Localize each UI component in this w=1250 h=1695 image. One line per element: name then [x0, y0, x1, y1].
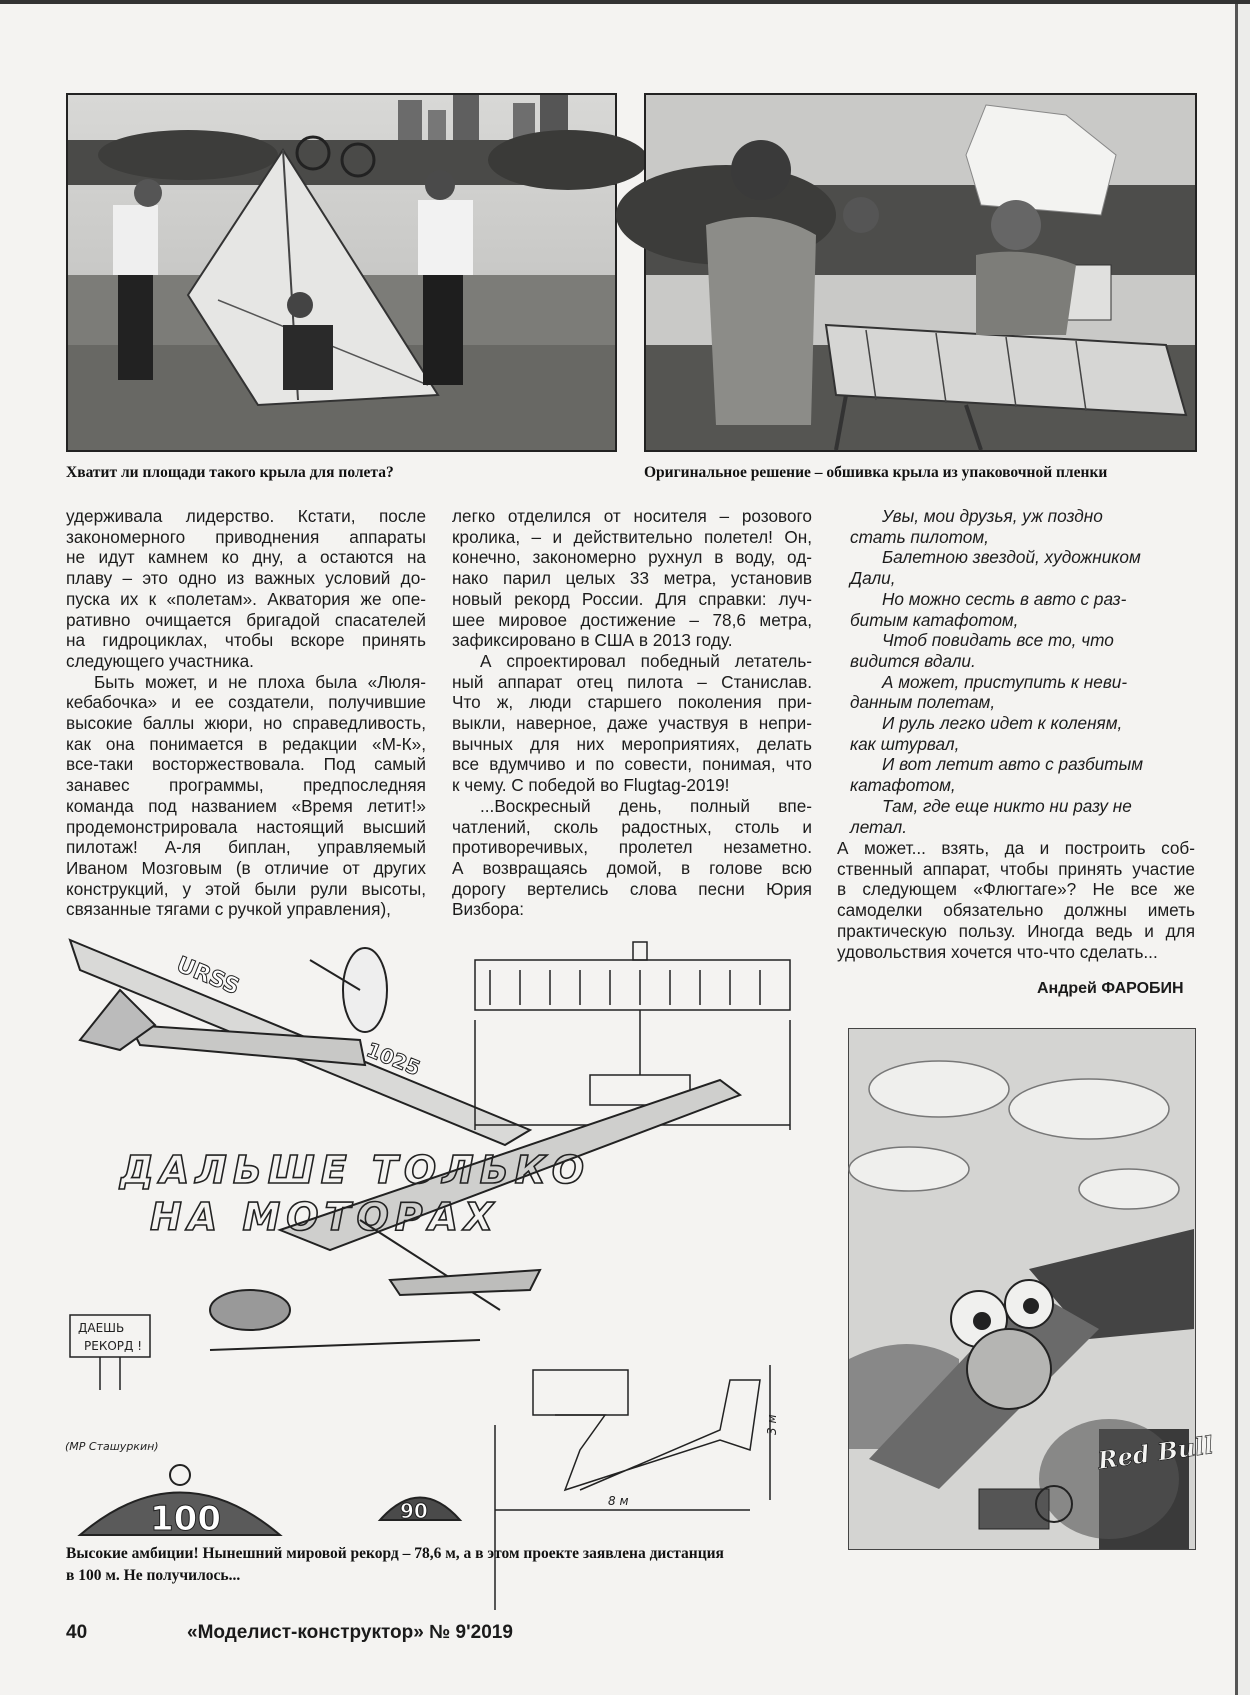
photo-wing-film [644, 93, 1197, 452]
poem-line: летал. [850, 816, 908, 837]
col2-line: все вдумчиво и по совести, понимая, что [452, 754, 812, 775]
col2-line: к чему. С победой во Flugtag-2019! [452, 775, 730, 796]
photo-wing-assembly [66, 93, 617, 452]
poem-line: Балетною звездой, художником [882, 547, 1141, 568]
col1-line: как она понимается в редакции «М-К», [66, 733, 426, 754]
page-number: 40 [66, 1622, 88, 1643]
col2-line: противоречивых, пролетел незаметно. [452, 837, 812, 858]
sketch-title-line1: ДАЛЬШЕ ТОЛЬКО [120, 1148, 591, 1192]
col2-line: шее мировое достижение – 78,6 метра, [452, 609, 812, 630]
col2-line: конечно, закономерно рухнул в воду, од- [452, 547, 812, 568]
col2-line: ный аппарат отец пилота – Станислав. [452, 671, 812, 692]
col1-line: продемонстрировала настоящий высший [66, 816, 426, 837]
magazine-issue: «Моделист-конструктор» № 9'2019 [187, 1622, 513, 1643]
col1-line: ративно очищается бригадой спасателей [66, 609, 426, 630]
poem-line: как штурвал, [850, 733, 960, 754]
col3_tail-line: удовольствия хочется что-что сделать... [837, 941, 1158, 962]
cartoon-illustration [848, 1028, 1216, 1550]
col1-line: конструкций, у этой были рули высоты, [66, 878, 426, 899]
poem-line: видится вдали. [850, 650, 976, 671]
col1-line: пуска их к «полетам». Акватория же опе- [66, 588, 426, 609]
photo1-caption: Хватит ли площади такого крыла для полета? [66, 464, 394, 481]
col3_tail-line: практическую пользу. Иногда ведь и для [837, 920, 1195, 941]
col2-line: А возвращаясь домой, в голове всю [452, 857, 812, 878]
buoy-100: 100 [150, 1499, 221, 1539]
poem-line: катафотом, [850, 775, 956, 796]
col3_tail-line: ственный аппарат, чтобы принять участие [837, 858, 1195, 879]
col2-line: чатлений, сколь радостных, столь и [452, 816, 812, 837]
col1-line: следующего участника. [66, 650, 254, 671]
text-column-3 [837, 838, 1195, 962]
poem-line: И вот летит авто с разбитым [882, 754, 1144, 775]
col2-line: выкли, наверное, даже участвуя в непри- [452, 713, 812, 734]
col2-line: дорогу вертелись слова песни Юрия [452, 878, 812, 899]
col1-line: кебабочка» и ее создатели, получившие [66, 692, 426, 713]
artist-signature: (МР Сташуркин) [65, 1440, 159, 1453]
col1-line: Быть может, и не плоха была «Люля- [94, 671, 426, 692]
sign-line2: РЕКОРД ! [84, 1339, 143, 1353]
col1-line: все-таки восторжествовала. Под самый [66, 754, 426, 775]
poem-line: А может, приступить к неви- [882, 671, 1128, 692]
plane-registration: URSS [172, 952, 243, 1001]
col2-line: новый рекорд России. Для справки: луч- [452, 588, 812, 609]
plane-number: 1025 [363, 1037, 424, 1081]
col1-line: команда под названием «Время летит!» [66, 795, 426, 816]
poem-line: Там, где еще никто ни разу не [882, 795, 1132, 816]
photo2-caption: Оригинальное решение – обшивка крыла из упаковочной пленки [644, 464, 1108, 481]
author-name: Андрей ФАРОБИН [1037, 980, 1184, 997]
col1-line: Иваном Мозговым (в отличие от других [66, 857, 426, 878]
text-column-1 [66, 506, 426, 920]
col2-line: Визбора: [452, 899, 525, 920]
drawing-caption-line1: Высокие амбиции! Нынешний мировой рекорд – 78,6 м, а в этом проекте заявлена дистанция [66, 1545, 724, 1562]
col1-line: плаву – это одно из важных условий до- [66, 568, 426, 589]
col1-line: на гидроциклах, чтобы вскоре принять [66, 630, 426, 651]
poem-line: Но можно сесть в авто с раз- [882, 588, 1127, 609]
dim-length: 8 м [608, 1494, 629, 1508]
poem-line: Чтоб повидать все то, что [882, 630, 1114, 651]
col2-line: легко отделился от носителя – розового [452, 506, 812, 526]
col2-line: нако парил целых 33 метра, установив [452, 568, 812, 589]
col2-line: кролика, – и действительно полетел! Он, [452, 526, 812, 547]
song-lyrics [850, 506, 1180, 837]
col3_tail-line: А может... взять, да и построить соб- [837, 838, 1195, 858]
col1-line: занавес программы, предпоследняя [66, 775, 426, 796]
sign-line1: ДАЕШЬ [78, 1321, 125, 1335]
col1-line: закономерного приводнения аппараты [66, 526, 426, 547]
poem-line: битым катафотом, [850, 609, 1019, 630]
col1-line: высокие баллы жюри, но справедливость, [66, 713, 426, 734]
poem-line: И руль легко идет к коленям, [882, 713, 1123, 734]
drawing-caption-line2: в 100 м. Не получилось... [66, 1567, 241, 1584]
col2-line: А спроектировал победный летатель- [480, 650, 812, 671]
col3_tail-line: самоделки обязательно должны иметь [837, 900, 1195, 921]
poem-line: Увы, мои друзья, уж поздно [882, 506, 1103, 526]
poem-line: стать пилотом, [850, 526, 989, 547]
buoy-90: 90 [400, 1499, 428, 1523]
poem-line: данным полетам, [850, 692, 996, 713]
dim-height: 3 м [765, 1414, 779, 1435]
col3_tail-line: в следующем «Флюгтаге»? Не все же [837, 879, 1195, 900]
col2-line: ...Воскресный день, полный впе- [480, 795, 812, 816]
col2-line: зафиксировано в США в 2013 году. [452, 630, 733, 651]
col1-line: пилотаж! А-ля биплан, управляемый [66, 837, 426, 858]
col2-line: вычных для них мероприятиях, делать [452, 733, 812, 754]
col1-line: удерживала лидерство. Кстати, после [66, 506, 426, 526]
col2-line: Что ж, люди старшего поколения при- [452, 692, 812, 713]
top-edge [0, 0, 1250, 4]
col1-line: связанные тягами с ручкой управления), [66, 899, 391, 920]
sketch-title-line2: НА МОТОРАХ [150, 1195, 500, 1239]
red-bull-logo: Red Bull [1095, 1430, 1216, 1475]
poem-line: Дали, [850, 568, 896, 589]
text-column-2 [452, 506, 812, 920]
col1-line: не идут камнем ко дну, а остаются на [66, 547, 426, 568]
